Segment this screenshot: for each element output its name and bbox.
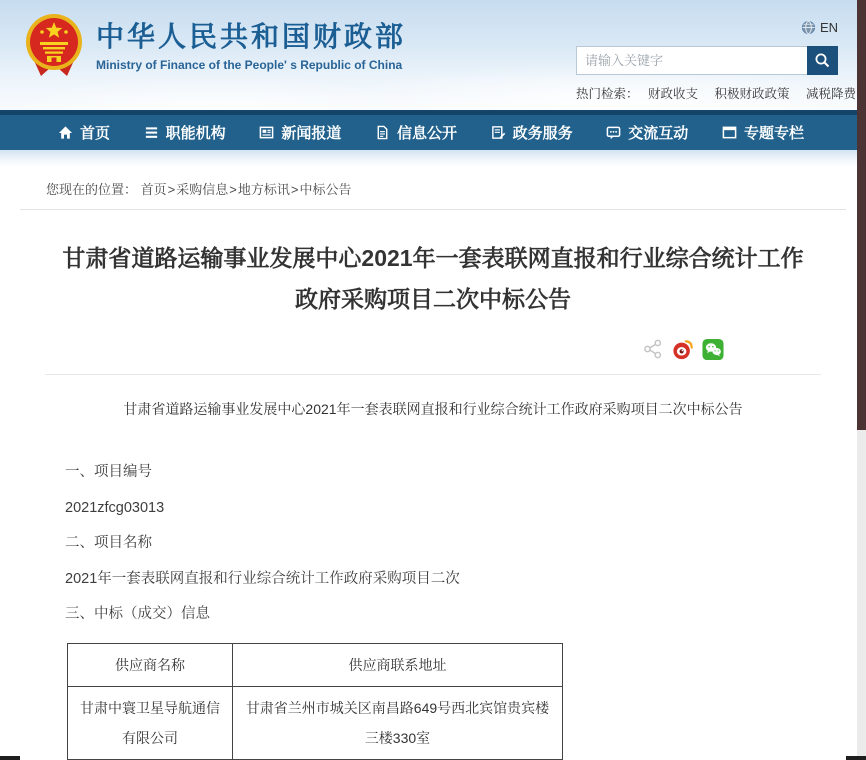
search-icon <box>814 52 831 69</box>
nav-item-home[interactable] <box>58 122 110 143</box>
main-nav <box>0 110 866 150</box>
search-button[interactable] <box>807 46 838 75</box>
hot-search-link-3[interactable]: 减税降费 <box>806 87 857 101</box>
nav-item-label: 交流互动 <box>628 125 689 142</box>
share-icon <box>642 338 664 360</box>
home-icon <box>58 125 73 140</box>
hot-search-link-1[interactable]: 财政收支 <box>648 87 699 101</box>
site-header <box>0 0 866 110</box>
breadcrumb-separator: > <box>229 182 237 197</box>
nav-item-news[interactable] <box>259 122 341 143</box>
newspaper-icon <box>259 125 274 140</box>
breadcrumb-separator: > <box>290 182 299 197</box>
search-bar <box>576 46 838 75</box>
project-number-value: 2021zfcg03013 <box>65 499 165 516</box>
hot-search-label: 热门检索： <box>576 87 639 101</box>
site-subtitle: Ministry of Finance of the People' s Republic of China <box>96 58 403 72</box>
article-subtitle: 甘肃省道路运输事业发展中心2021年一套表联网直报和行业综合统计工作政府采购项目二次中标公告 <box>123 401 743 417</box>
search-input[interactable] <box>576 46 807 75</box>
section-heading-award-info: 三、中标（成交）信息 <box>65 606 210 622</box>
nav-item-interact[interactable] <box>606 122 688 143</box>
wechat-share-button[interactable] <box>702 338 724 360</box>
nav-item-label: 信息公开 <box>396 125 457 142</box>
hot-search-link-2[interactable]: 积极财政政策 <box>714 87 790 101</box>
breadcrumb-link-local[interactable]: 地方标讯 <box>237 182 290 197</box>
col-header-supplier-address: 供应商联系地址 <box>233 643 563 686</box>
window-icon <box>722 125 737 140</box>
document-icon <box>375 125 390 140</box>
page-title: 甘肃省道路运输事业发展中心2021年一套表联网直报和行业综合统计工作政府采购项目二次中标公告 <box>62 245 804 312</box>
header-right <box>576 20 857 102</box>
chat-icon <box>606 125 621 140</box>
lang-row <box>576 20 838 38</box>
section-heading-project-name: 二、项目名称 <box>65 535 152 551</box>
nav-item-label: 政务服务 <box>512 125 573 142</box>
site-title: 中华人民共和国财政部 <box>96 21 407 52</box>
supplier-name-cell: 甘肃中寰卫星导航通信有限公司 <box>68 686 233 759</box>
award-table <box>67 643 563 760</box>
nav-item-label: 新闻报道 <box>281 125 342 142</box>
breadcrumb-label: 您现在的位置： <box>46 182 138 197</box>
nav-item-label: 首页 <box>80 125 111 142</box>
scrollbar-thumb[interactable] <box>857 0 866 430</box>
brand[interactable] <box>24 12 406 86</box>
table-row <box>68 686 563 759</box>
breadcrumb-link-home[interactable]: 首页 <box>140 182 167 197</box>
breadcrumb-link-procurement[interactable]: 采购信息 <box>176 182 229 197</box>
document-pen-icon <box>491 125 506 140</box>
breadcrumb <box>20 167 846 210</box>
content <box>20 167 846 760</box>
nav-item-label: 职能机构 <box>165 125 226 142</box>
globe-icon <box>801 20 816 35</box>
breadcrumb-separator: > <box>167 182 176 197</box>
national-emblem-icon <box>24 12 84 86</box>
hot-search-row <box>576 84 857 102</box>
project-name-value: 2021年一套表联网直报和行业综合统计工作政府采购项目二次 <box>65 570 460 587</box>
section-heading-project-number: 一、项目编号 <box>65 464 152 480</box>
share-button[interactable] <box>642 338 664 360</box>
article-body <box>20 419 846 760</box>
nav-item-special[interactable] <box>722 122 804 143</box>
nav-item-org[interactable] <box>144 122 226 143</box>
org-list-icon <box>144 125 159 140</box>
nav-item-service[interactable] <box>491 122 573 143</box>
lang-switch-link[interactable] <box>801 20 838 35</box>
breadcrumb-link-award[interactable]: 中标公告 <box>299 182 352 197</box>
nav-item-label: 专题专栏 <box>743 125 804 142</box>
share-row <box>20 326 846 370</box>
nav-shadow <box>0 150 866 167</box>
lang-label: EN <box>819 20 838 35</box>
wechat-icon <box>702 338 724 361</box>
supplier-address-cell: 甘肃省兰州市城关区南昌路649号西北宾馆贵宾楼三楼330室 <box>233 686 563 759</box>
col-header-supplier-name: 供应商名称 <box>68 643 233 686</box>
brand-text <box>96 12 406 72</box>
scrollbar-track[interactable] <box>857 0 866 756</box>
nav-item-info[interactable] <box>375 122 457 143</box>
weibo-icon <box>672 338 694 361</box>
table-header-row <box>68 643 563 686</box>
weibo-share-button[interactable] <box>672 338 694 360</box>
